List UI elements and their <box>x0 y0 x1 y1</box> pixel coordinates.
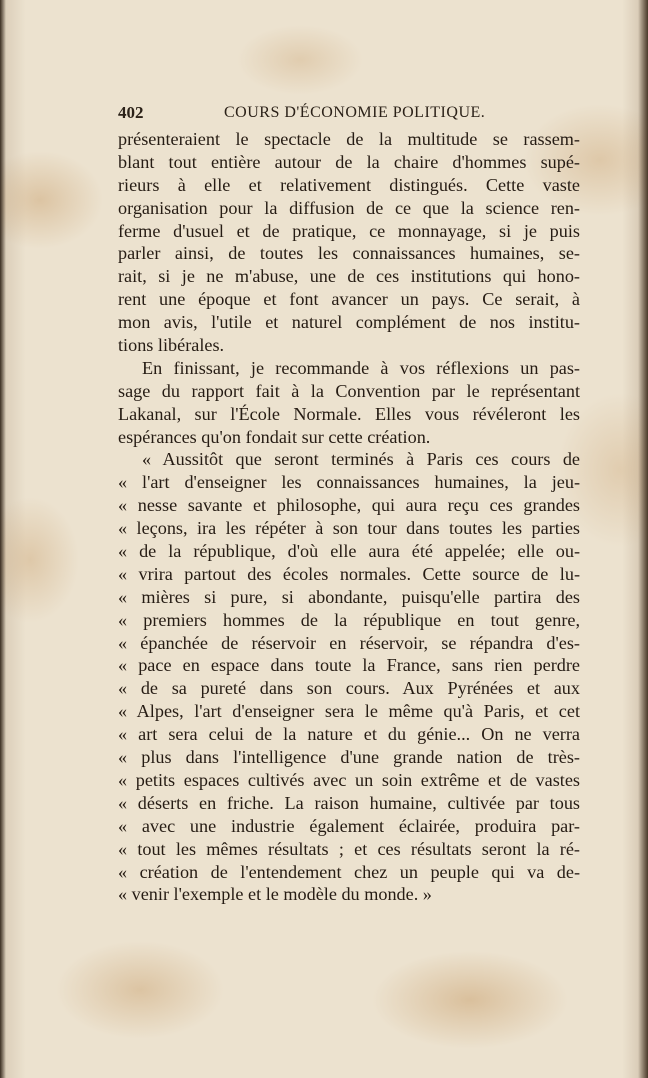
text-line: « Aussitôt que seront terminés à Paris ces cours de <box>142 449 580 470</box>
text-line: rieurs à elle et relativement distingués. Cette vaste <box>118 174 580 195</box>
text-line: « tout les mêmes résultats ; et ces résultats seront la ré- <box>118 838 580 859</box>
text-line: mon avis, l'utile et naturel complément de nos institu- <box>118 312 580 333</box>
text-line: En finissant, je recommande à vos réflexions un pas- <box>142 357 580 378</box>
text-line: « art sera celui de la nature et du génie... On ne verra <box>118 724 580 745</box>
text-line: ferme d'usuel et de pratique, ce monnayage, si je puis <box>118 220 580 241</box>
text-line: rent une époque et font avancer un pays. Ce serait, à <box>118 289 580 310</box>
running-title: COURS D'ÉCONOMIE POLITIQUE. <box>224 104 486 121</box>
text-line: sage du rapport fait à la Convention par le représentant <box>118 380 580 401</box>
text-line: « déserts en friche. La raison humaine, cultivée par tous <box>118 792 580 813</box>
text-line: « l'art d'enseigner les connaissances humaines, la jeu- <box>118 472 580 493</box>
text-line: rait, si je ne m'abuse, une de ces institutions qui hono- <box>118 266 580 287</box>
page-number: 402 <box>118 103 144 122</box>
text-line: « leçons, ira les répéter à son tour dans toutes les parties <box>118 518 580 539</box>
text-line: « Alpes, l'art d'enseigner sera le même qu'à Paris, et cet <box>118 701 580 722</box>
text-line: « vrira partout des écoles normales. Cette source de lu- <box>118 563 580 584</box>
text-line: « petits espaces cultivés avec un soin extrême et de vastes <box>118 769 580 790</box>
text-line: « épanchée de réservoir en réservoir, se répandra d'es- <box>118 632 580 653</box>
body-text <box>118 128 580 906</box>
text-line: Lakanal, sur l'École Normale. Elles vous révéleront les <box>118 403 580 424</box>
text-line: tions libérales. <box>118 335 225 356</box>
text-line: « avec une industrie également éclairée, produira par- <box>118 815 580 836</box>
text-line: blant tout entière autour de la chaire d'hommes supé- <box>118 151 580 172</box>
text-line: « mières si pure, si abondante, puisqu'elle partira des <box>118 586 580 607</box>
text-line: « pace en espace dans toute la France, sans rien perdre <box>118 655 580 676</box>
text-line: « plus dans l'intelligence d'une grande nation de très- <box>118 747 580 768</box>
text-line: « premiers hommes de la république en tout genre, <box>118 609 580 630</box>
text-line: « venir l'exemple et le modèle du monde. » <box>118 884 432 905</box>
page-edge-right <box>638 0 648 1078</box>
text-line: espérances qu'on fondait sur cette création. <box>118 426 431 447</box>
text-line: « de sa pureté dans son cours. Aux Pyrénées et aux <box>118 678 580 699</box>
text-line: organisation pour la diffusion de ce que la science ren- <box>118 197 580 218</box>
text-line: parler ainsi, de toutes les connaissances humaines, se- <box>118 243 580 264</box>
page-edge-left <box>0 0 6 1078</box>
text-line: « de la république, d'où elle aura été appelée; elle ou- <box>118 541 580 562</box>
text-line: présenteraient le spectacle de la multitude se rassem- <box>118 129 580 149</box>
text-line: « création de l'entendement chez un peuple qui va de- <box>118 861 580 882</box>
text-line: « nesse savante et philosophe, qui aura reçu ces grandes <box>118 495 580 516</box>
running-head <box>118 103 580 127</box>
